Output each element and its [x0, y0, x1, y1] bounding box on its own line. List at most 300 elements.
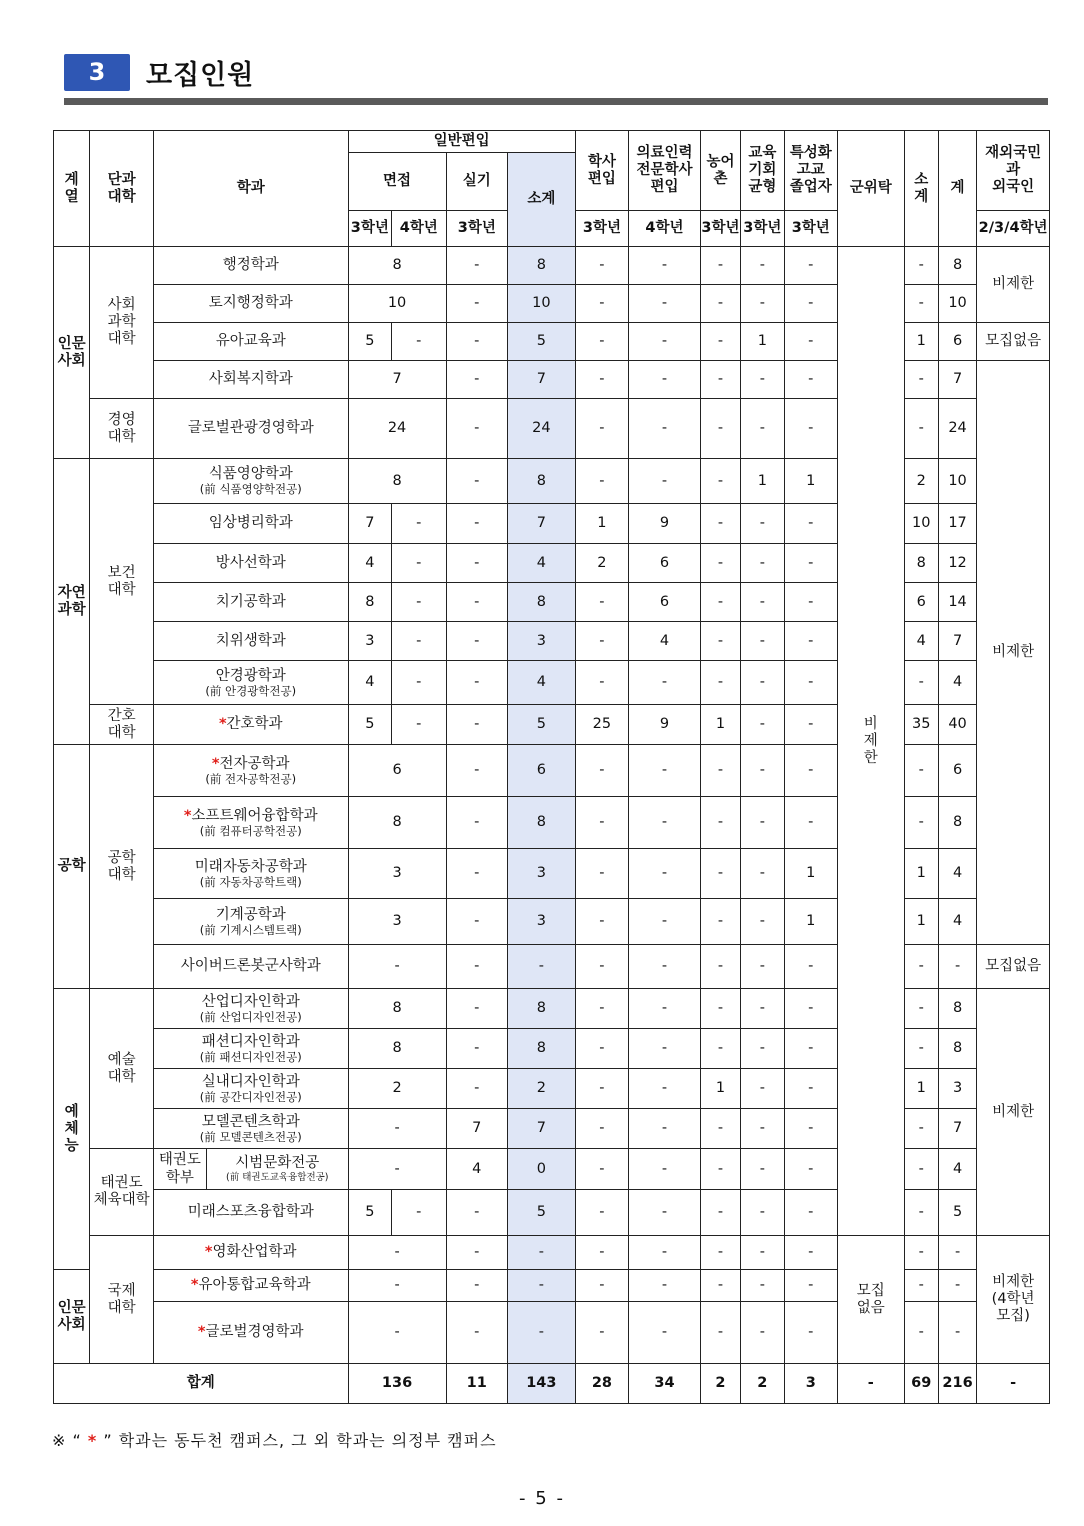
interview-cell: 8	[348, 459, 446, 504]
note-suffix: ” 학과는 동두천 캠퍼스, 그 외 학과는 의정부 캠퍼스	[97, 1431, 497, 1450]
practical-cell: -	[446, 504, 508, 544]
dept-cell	[153, 285, 348, 323]
dept-name: 패션디자인학과	[201, 1033, 300, 1050]
dept-name: 사회복지학과	[208, 371, 293, 387]
gye-cell: 5	[938, 1190, 976, 1236]
medical-cell: -	[629, 1302, 701, 1364]
sogye-cell: 35	[904, 705, 938, 745]
bachelor-cell: 2	[575, 544, 628, 583]
header-opportunity: 교육 기회 균형	[741, 131, 784, 211]
total-opportunity: 2	[741, 1364, 784, 1404]
subtotal-cell: 8	[508, 583, 576, 622]
practical-cell: -	[446, 1190, 508, 1236]
gye-cell: 7	[938, 361, 976, 399]
section-header	[64, 52, 254, 92]
gye-cell: 6	[938, 323, 976, 361]
total-military: -	[838, 1364, 905, 1404]
foreign-merged-cell: 비제한	[977, 247, 1050, 323]
interview-cell: 8	[348, 247, 446, 285]
specialized-cell: -	[784, 1302, 837, 1364]
specialized-cell: -	[784, 1109, 837, 1149]
opportunity-cell: -	[741, 583, 784, 622]
bachelor-cell: -	[575, 945, 628, 989]
opportunity-cell: -	[741, 399, 784, 459]
dept-name: 시범문화전공	[235, 1154, 320, 1171]
header-y234-foreign: 2/3/4학년	[977, 211, 1050, 247]
sogye-cell: 10	[904, 504, 938, 544]
header-interview: 면접	[348, 153, 446, 211]
foreign-merged-cell: 모집없음	[977, 945, 1050, 989]
bachelor-cell: -	[575, 361, 628, 399]
opportunity-cell: -	[741, 1236, 784, 1270]
opportunity-cell: -	[741, 361, 784, 399]
foreign-merged-cell: 비제한	[977, 361, 1050, 945]
campus-star-icon: *	[183, 807, 192, 824]
gye-cell: 8	[938, 797, 976, 849]
dept-cell	[153, 1109, 348, 1149]
medical-cell: 9	[629, 504, 701, 544]
rural-cell: -	[700, 285, 740, 323]
header-dept: 학과	[153, 131, 348, 247]
specialized-cell: -	[784, 504, 837, 544]
header-medical: 의료인력 전문학사 편입	[629, 131, 701, 211]
practical-cell: -	[446, 622, 508, 661]
practical-cell: -	[446, 399, 508, 459]
header-y3-bachelor: 3학년	[575, 211, 628, 247]
practical-cell: -	[446, 1069, 508, 1109]
header-subtotal: 소계	[508, 153, 576, 247]
specialized-cell: 1	[784, 899, 837, 945]
medical-cell: -	[629, 899, 701, 945]
sogye-cell: 8	[904, 544, 938, 583]
practical-cell: -	[446, 1029, 508, 1069]
practical-cell: -	[446, 1302, 508, 1364]
dept-former-name: (前 자동차공학트랙)	[199, 874, 302, 889]
header-y3-rural: 3학년	[700, 211, 740, 247]
rural-cell: -	[700, 1236, 740, 1270]
bachelor-cell: -	[575, 583, 628, 622]
medical-cell: 9	[629, 705, 701, 745]
specialized-cell: -	[784, 583, 837, 622]
sogye-cell: -	[904, 797, 938, 849]
dept-name: 영화산업학과	[212, 1244, 297, 1260]
interview-cell: 8	[348, 797, 446, 849]
rural-cell: -	[700, 1302, 740, 1364]
bachelor-cell: -	[575, 849, 628, 899]
sogye-cell: -	[904, 285, 938, 323]
header-foreign: 재외국민 과 외국인	[977, 131, 1050, 211]
bachelor-cell: -	[575, 1270, 628, 1302]
opportunity-cell: -	[741, 1270, 784, 1302]
rural-cell: -	[700, 849, 740, 899]
bachelor-cell: -	[575, 1302, 628, 1364]
dept-former-name: (前 태권도교육융합전공)	[225, 1171, 329, 1183]
subtotal-cell: 5	[508, 705, 576, 745]
subtotal-cell: 3	[508, 849, 576, 899]
rural-cell: -	[700, 945, 740, 989]
college-label: 보건 대학	[90, 459, 154, 705]
dept-cell	[153, 745, 348, 797]
opportunity-cell: -	[741, 705, 784, 745]
medical-cell: -	[629, 323, 701, 361]
opportunity-cell: 1	[741, 323, 784, 361]
header-y4-medical: 4학년	[629, 211, 701, 247]
sogye-cell: 1	[904, 849, 938, 899]
specialized-cell: -	[784, 745, 837, 797]
gye-cell: 24	[938, 399, 976, 459]
subtotal-cell: 3	[508, 899, 576, 945]
bachelor-cell: -	[575, 1190, 628, 1236]
campus-star-icon: *	[197, 1324, 206, 1340]
medical-cell: -	[629, 1149, 701, 1190]
military-merged-cell: 비 제 한	[838, 247, 905, 1236]
sogye-cell: -	[904, 1302, 938, 1364]
opportunity-cell: -	[741, 989, 784, 1029]
specialized-cell: -	[784, 399, 837, 459]
medical-cell: -	[629, 1069, 701, 1109]
gye-cell: 4	[938, 661, 976, 705]
dept-cell	[153, 504, 348, 544]
subtotal-cell: 2	[508, 1069, 576, 1109]
interview-y3-cell: 4	[348, 544, 391, 583]
total-rural: 2	[700, 1364, 740, 1404]
interview-y4-cell: -	[392, 661, 446, 705]
dept-cell	[153, 797, 348, 849]
dept-name: 유아통합교육학과	[198, 1277, 311, 1293]
header-y4-interview: 4학년	[392, 211, 446, 247]
dept-former-name: (前 패션디자인전공)	[199, 1049, 302, 1064]
gye-cell: 6	[938, 745, 976, 797]
medical-cell: -	[629, 1109, 701, 1149]
sogye-cell: -	[904, 1190, 938, 1236]
bachelor-cell: -	[575, 459, 628, 504]
opportunity-cell: -	[741, 899, 784, 945]
dept-cell	[153, 899, 348, 945]
total-interview: 136	[348, 1364, 446, 1404]
sogye-cell: -	[904, 1236, 938, 1270]
interview-cell: -	[348, 1270, 446, 1302]
dept-name: 치위생학과	[215, 632, 286, 649]
military-merged-cell: 모집 없음	[838, 1236, 905, 1364]
sogye-cell: 2	[904, 459, 938, 504]
medical-cell: -	[629, 797, 701, 849]
dept-name: 안경광학과	[215, 667, 286, 684]
bachelor-cell: -	[575, 661, 628, 705]
dept-former-name: (前 산업디자인전공)	[199, 1009, 302, 1024]
bachelor-cell: -	[575, 745, 628, 797]
practical-cell: -	[446, 797, 508, 849]
bachelor-cell: -	[575, 1069, 628, 1109]
interview-cell: 10	[348, 285, 446, 323]
interview-y3-cell: 5	[348, 1190, 391, 1236]
opportunity-cell: -	[741, 661, 784, 705]
dept-cell	[153, 705, 348, 745]
header-bachelor: 학사 편입	[575, 131, 628, 211]
sogye-cell: -	[904, 989, 938, 1029]
interview-cell: 3	[348, 849, 446, 899]
sogye-cell: 1	[904, 1069, 938, 1109]
total-practical: 11	[446, 1364, 508, 1404]
interview-y3-cell: 5	[348, 705, 391, 745]
interview-y3-cell: 8	[348, 583, 391, 622]
dept-name: 유아교육과	[215, 333, 286, 349]
bachelor-cell: -	[575, 899, 628, 945]
header-y3-interview: 3학년	[348, 211, 391, 247]
medical-cell: -	[629, 945, 701, 989]
gye-cell: -	[938, 945, 976, 989]
subtotal-cell: -	[508, 1302, 576, 1364]
subtotal-cell: 6	[508, 745, 576, 797]
bachelor-cell: -	[575, 1029, 628, 1069]
medical-cell: 4	[629, 622, 701, 661]
group-label: 자연 과학	[54, 459, 90, 745]
total-bachelor: 28	[575, 1364, 628, 1404]
subtotal-cell: -	[508, 945, 576, 989]
medical-cell: -	[629, 361, 701, 399]
practical-cell: -	[446, 285, 508, 323]
rural-cell: -	[700, 899, 740, 945]
interview-cell: 8	[348, 1029, 446, 1069]
medical-cell: -	[629, 989, 701, 1029]
medical-cell: -	[629, 459, 701, 504]
subtotal-cell: 4	[508, 544, 576, 583]
practical-cell: -	[446, 323, 508, 361]
dept-name: 기계공학과	[215, 906, 286, 923]
opportunity-cell: -	[741, 622, 784, 661]
campus-star-icon: *	[211, 755, 220, 772]
specialized-cell: -	[784, 1236, 837, 1270]
bachelor-cell: -	[575, 1236, 628, 1270]
header-y3-specialized: 3학년	[784, 211, 837, 247]
dept-cell	[153, 1029, 348, 1069]
dept-former-name: (前 공간디자인전공)	[199, 1089, 302, 1104]
opportunity-cell: -	[741, 504, 784, 544]
opportunity-cell: -	[741, 945, 784, 989]
medical-cell: 6	[629, 583, 701, 622]
dept-cell	[153, 247, 348, 285]
opportunity-cell: -	[741, 1069, 784, 1109]
dept-name: 임상병리학과	[208, 515, 293, 531]
specialized-cell: -	[784, 1270, 837, 1302]
subtotal-cell: 0	[508, 1149, 576, 1190]
practical-cell: -	[446, 1270, 508, 1302]
bachelor-cell: -	[575, 989, 628, 1029]
subtotal-cell: 8	[508, 459, 576, 504]
rural-cell: -	[700, 583, 740, 622]
practical-cell: -	[446, 745, 508, 797]
subtotal-cell: 10	[508, 285, 576, 323]
foreign-merged-cell: 비제한	[977, 989, 1050, 1236]
dept-cell	[153, 323, 348, 361]
rural-cell: -	[700, 459, 740, 504]
group-label: 공학	[54, 745, 90, 989]
total-row	[54, 1364, 1050, 1404]
sogye-cell: -	[904, 1149, 938, 1190]
interview-y4-cell: -	[392, 705, 446, 745]
section-divider	[64, 98, 1048, 105]
practical-cell: -	[446, 1236, 508, 1270]
sogye-cell: -	[904, 945, 938, 989]
practical-cell: -	[446, 583, 508, 622]
bachelor-cell: -	[575, 399, 628, 459]
specialized-cell: -	[784, 1029, 837, 1069]
interview-cell: 24	[348, 399, 446, 459]
interview-cell: -	[348, 1109, 446, 1149]
gye-cell: 40	[938, 705, 976, 745]
gye-cell: 8	[938, 989, 976, 1029]
foreign-merged-cell: 비제한 (4학년 모집)	[977, 1236, 1050, 1364]
bachelor-cell: -	[575, 247, 628, 285]
subtotal-cell: 7	[508, 361, 576, 399]
dept-cell	[153, 1069, 348, 1109]
interview-cell: 2	[348, 1069, 446, 1109]
interview-y3-cell: 4	[348, 661, 391, 705]
rural-cell: -	[700, 1270, 740, 1302]
sogye-cell: -	[904, 1270, 938, 1302]
total-medical: 34	[629, 1364, 701, 1404]
rural-cell: -	[700, 1149, 740, 1190]
sogye-cell: -	[904, 1029, 938, 1069]
subtotal-cell: 8	[508, 989, 576, 1029]
subtotal-cell: -	[508, 1270, 576, 1302]
specialized-cell: -	[784, 323, 837, 361]
gye-cell: 8	[938, 1029, 976, 1069]
dept-cell	[153, 849, 348, 899]
dept-name: 글로벌경영학과	[205, 1324, 304, 1340]
dept-name: 사이버드론봇군사학과	[180, 958, 321, 974]
dept-name: 식품영양학과	[208, 466, 293, 482]
interview-y4-cell: -	[392, 622, 446, 661]
dept-cell	[153, 945, 348, 989]
rural-cell: -	[700, 745, 740, 797]
sogye-cell: -	[904, 247, 938, 285]
dept-former-name: (前 안경광학전공)	[205, 683, 297, 698]
opportunity-cell: -	[741, 1109, 784, 1149]
practical-cell: 7	[446, 1109, 508, 1149]
interview-y3-cell: 5	[348, 323, 391, 361]
specialized-cell: -	[784, 544, 837, 583]
campus-star-icon: *	[190, 1277, 199, 1293]
rural-cell: -	[700, 399, 740, 459]
subtotal-cell: 5	[508, 1190, 576, 1236]
group-label: 예 체 능	[54, 989, 90, 1270]
practical-cell: -	[446, 945, 508, 989]
college-label: 공학 대학	[90, 745, 154, 989]
sogye-cell: -	[904, 361, 938, 399]
subtotal-cell: 8	[508, 1029, 576, 1069]
rural-cell: -	[700, 544, 740, 583]
bachelor-cell: -	[575, 1109, 628, 1149]
bachelor-cell: -	[575, 622, 628, 661]
bachelor-cell: -	[575, 323, 628, 361]
rural-cell: -	[700, 797, 740, 849]
rural-cell: -	[700, 989, 740, 1029]
rural-cell: 1	[700, 705, 740, 745]
sogye-cell: -	[904, 1109, 938, 1149]
interview-cell: -	[348, 1149, 446, 1190]
dept-name: 모델콘텐츠학과	[201, 1113, 300, 1130]
interview-cell: -	[348, 945, 446, 989]
dept-cell	[153, 622, 348, 661]
college-label: 국제 대학	[90, 1236, 154, 1364]
sogye-cell: 6	[904, 583, 938, 622]
specialized-cell: -	[784, 285, 837, 323]
specialized-cell: -	[784, 1149, 837, 1190]
medical-cell: -	[629, 661, 701, 705]
opportunity-cell: -	[741, 544, 784, 583]
table-row	[54, 1236, 1050, 1270]
opportunity-cell: 1	[741, 459, 784, 504]
opportunity-cell: -	[741, 1149, 784, 1190]
practical-cell: -	[446, 849, 508, 899]
gye-cell: 3	[938, 1069, 976, 1109]
recruitment-table	[53, 130, 1050, 1404]
bachelor-cell: 1	[575, 504, 628, 544]
bachelor-cell: -	[575, 285, 628, 323]
interview-y4-cell: -	[392, 323, 446, 361]
gye-cell: 8	[938, 247, 976, 285]
header-rural: 농어 촌	[700, 131, 740, 211]
sogye-cell: -	[904, 399, 938, 459]
gye-cell: 14	[938, 583, 976, 622]
interview-y3-cell: 7	[348, 504, 391, 544]
dept-name: 미래스포츠융합학과	[187, 1204, 314, 1220]
dept-cell	[153, 361, 348, 399]
subtotal-cell: 5	[508, 323, 576, 361]
opportunity-cell: -	[741, 285, 784, 323]
practical-cell: -	[446, 459, 508, 504]
dept-name: 전자공학과	[219, 755, 290, 772]
sogye-cell: -	[904, 661, 938, 705]
total-sogye: 69	[904, 1364, 938, 1404]
rural-cell: -	[700, 323, 740, 361]
interview-cell: 6	[348, 745, 446, 797]
gye-cell: 7	[938, 622, 976, 661]
specialized-cell: -	[784, 705, 837, 745]
specialized-cell: -	[784, 1190, 837, 1236]
practical-cell: 4	[446, 1149, 508, 1190]
college-label: 태권도 체육대학	[90, 1149, 154, 1236]
college-label: 예술 대학	[90, 989, 154, 1149]
rural-cell: -	[700, 247, 740, 285]
interview-cell: 3	[348, 899, 446, 945]
medical-cell: -	[629, 1236, 701, 1270]
college-label: 경영 대학	[90, 399, 154, 459]
specialized-cell: 1	[784, 459, 837, 504]
dept-cell	[153, 1302, 348, 1364]
group-label: 인문 사회	[54, 247, 90, 459]
opportunity-cell: -	[741, 1190, 784, 1236]
specialized-cell: -	[784, 1069, 837, 1109]
dept-name: 치기공학과	[215, 593, 286, 610]
header-sogye: 소 계	[904, 131, 938, 247]
interview-cell: 7	[348, 361, 446, 399]
dept-cell	[153, 1270, 348, 1302]
subtotal-cell: 4	[508, 661, 576, 705]
gye-cell: 4	[938, 1149, 976, 1190]
dept-cell	[153, 989, 348, 1029]
campus-star-icon: *	[218, 716, 227, 732]
college-label: 간호 대학	[90, 705, 154, 745]
group-label: 인문 사회	[54, 1270, 90, 1364]
medical-cell: -	[629, 1029, 701, 1069]
specialized-cell: -	[784, 247, 837, 285]
interview-cell: 8	[348, 989, 446, 1029]
dept-name: 방사선학과	[215, 554, 286, 571]
gye-cell: 17	[938, 504, 976, 544]
bachelor-cell: -	[575, 797, 628, 849]
opportunity-cell: -	[741, 745, 784, 797]
